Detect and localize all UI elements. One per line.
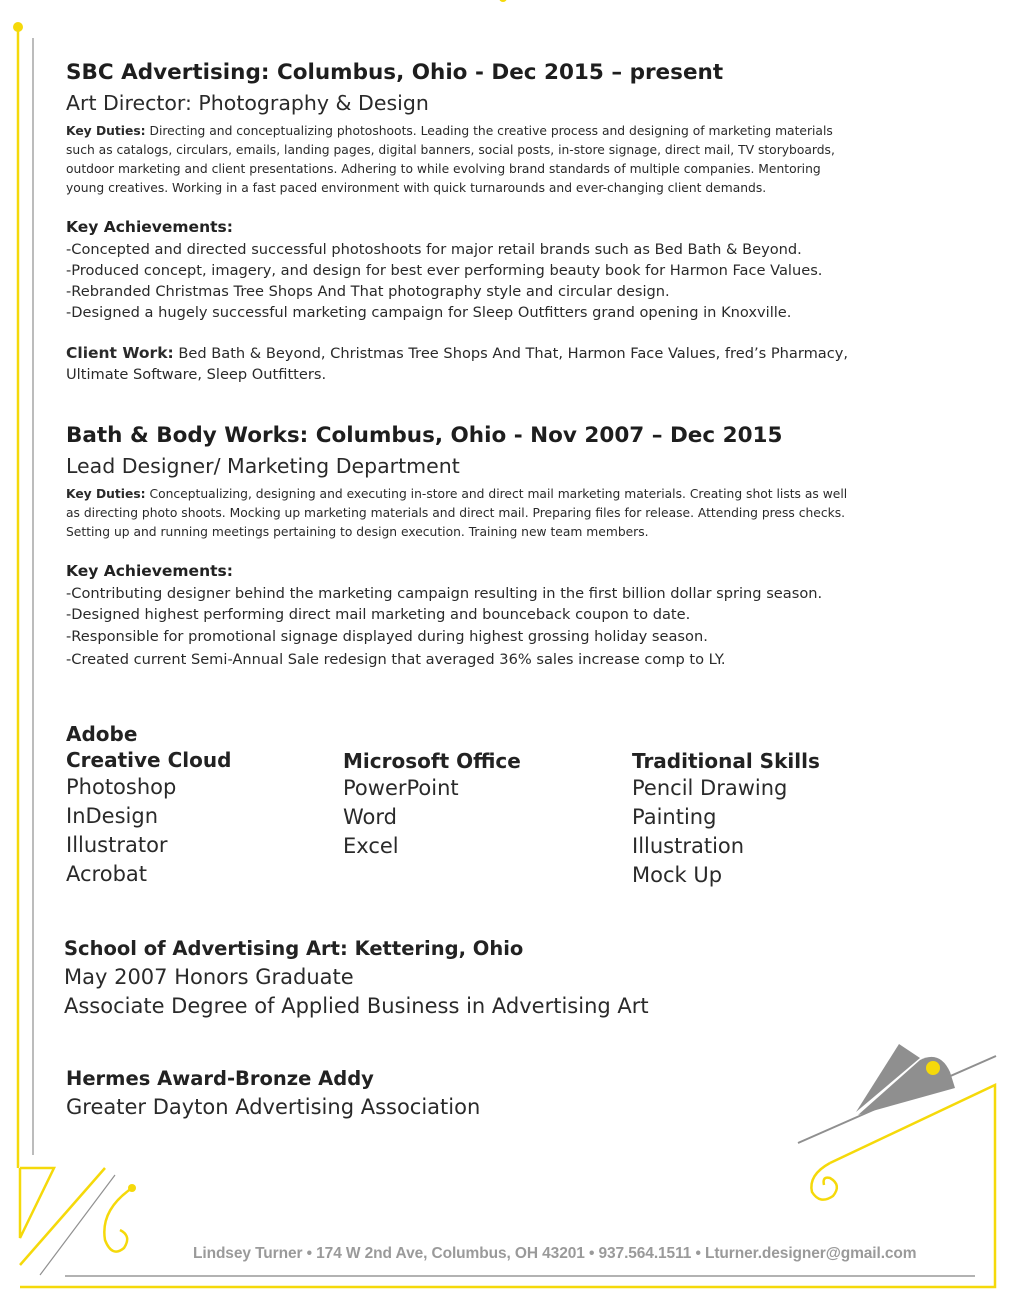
skill-item: Pencil Drawing: [632, 776, 788, 800]
skills-column-microsoft: [343, 748, 521, 861]
award: [66, 1064, 480, 1122]
key-duties: [66, 122, 835, 198]
duty-line: Conceptualizing, designing and executing in-store and direct mail marketing materials. Creating shot lists as well: [145, 487, 848, 501]
key-duties-label: Key Duties:: [66, 487, 146, 501]
achievement-item: -Created current Semi-Annual Sale redesign that averaged 36% sales increase comp to LY.: [66, 651, 726, 668]
key-duties: [66, 485, 847, 542]
job-title: SBC Advertising: Columbus, Ohio - Dec 2015 – present: [66, 60, 724, 85]
achievement-item: -Contributing designer behind the marketing campaign resulting in the first billion dollar spring season.: [66, 585, 823, 602]
skills-column-adobe: [66, 721, 231, 889]
duty-line: Setting up and running meetings pertaining to design execution. Training new team members.: [66, 525, 649, 539]
key-achievements-heading: Key Achievements:: [66, 562, 233, 580]
skill-item: Mock Up: [632, 863, 723, 887]
skills-heading: Creative Cloud: [66, 748, 232, 772]
skills-heading: Traditional Skills: [632, 749, 820, 773]
job-role: Lead Designer/ Marketing Department: [66, 454, 460, 478]
duty-line: Directing and conceptualizing photoshoots. Leading the creative process and designing of marketing materials: [145, 124, 833, 138]
skill-item: InDesign: [66, 804, 159, 828]
award-organization: Greater Dayton Advertising Association: [66, 1095, 481, 1119]
client-work: [66, 343, 848, 385]
skill-item: Illustration: [632, 834, 745, 858]
achievement-item: -Designed a hugely successful marketing campaign for Sleep Outfitters grand opening in Knoxville.: [66, 304, 792, 321]
duty-line: outdoor marketing and client presentations. Adhering to while evolving brand standards of multiple companies. Mentoring: [66, 162, 821, 176]
education: [64, 934, 649, 1021]
skills-heading: Adobe: [66, 722, 138, 746]
client-line: Bed Bath & Beyond, Christmas Tree Shops And That, Harmon Face Values, fred’s Pharmacy,: [173, 345, 849, 362]
skill-item: PowerPoint: [343, 776, 459, 800]
skill-item: Excel: [343, 834, 399, 858]
award-title: Hermes Award-Bronze Addy: [66, 1067, 374, 1090]
key-achievements-heading: Key Achievements:: [66, 218, 233, 236]
job-role: Art Director: Photography & Design: [66, 91, 429, 115]
key-duties-label: Key Duties:: [66, 124, 146, 138]
skill-item: Photoshop: [66, 775, 177, 799]
skill-item: Word: [343, 805, 397, 829]
education-line: May 2007 Honors Graduate: [64, 965, 354, 989]
duty-line: young creatives. Working in a fast paced environment with quick turnarounds and ever-changing client demands.: [66, 181, 767, 195]
skill-item: Painting: [632, 805, 717, 829]
skills-column-traditional: [632, 748, 820, 890]
client-line: Ultimate Software, Sleep Outfitters.: [66, 366, 327, 383]
duty-line: as directing photo shoots. Mocking up marketing materials and direct mail. Preparing files for release. Attending press checks.: [66, 506, 846, 520]
bottom-left-ornament: [20, 1168, 136, 1275]
achievement-item: -Responsible for promotional signage displayed during highest grossing holiday season.: [66, 628, 708, 645]
top-right-ornament: [798, 1044, 996, 1143]
education-line: Associate Degree of Applied Business in Advertising Art: [64, 994, 649, 1018]
key-achievements-list: [66, 583, 822, 670]
contact-footer: Lindsey Turner • 174 W 2nd Ave, Columbus, OH 43201 • 937.564.1511 • Lturner.designer@gmail.com: [193, 1245, 917, 1262]
skill-item: Acrobat: [66, 862, 147, 886]
key-achievements-list: [66, 239, 822, 323]
achievement-item: -Designed highest performing direct mail marketing and bounceback coupon to date.: [66, 606, 691, 623]
school-name: School of Advertising Art: Kettering, Ohio: [64, 937, 524, 960]
duty-line: such as catalogs, circulars, emails, landing pages, digital banners, social posts, in-store signage, direct mail, TV storyboards,: [66, 143, 835, 157]
achievement-item: -Concepted and directed successful photoshoots for major retail brands such as Bed Bath & Beyond.: [66, 241, 802, 258]
skill-item: Illustrator: [66, 833, 168, 857]
top-accent-dot: [499, 0, 507, 2]
job-title: Bath & Body Works: Columbus, Ohio - Nov 2007 – Dec 2015: [66, 423, 783, 448]
client-work-label: Client Work:: [66, 344, 174, 362]
skills-heading: Microsoft Office: [343, 749, 521, 773]
left-border-lines: [13, 22, 33, 1168]
achievement-item: -Rebranded Christmas Tree Shops And That photography style and circular design.: [66, 283, 670, 300]
achievement-item: -Produced concept, imagery, and design for best ever performing beauty book for Harmon Face Values.: [66, 262, 823, 279]
